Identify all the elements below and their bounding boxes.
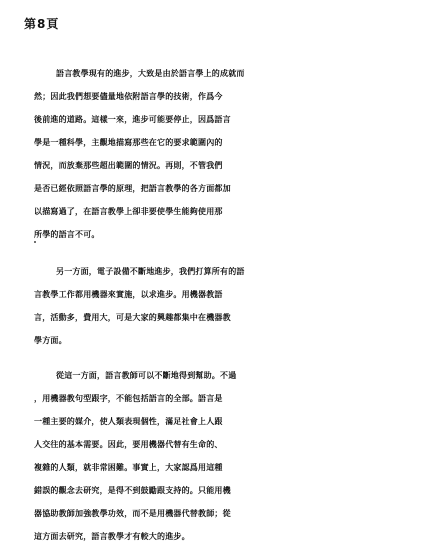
paragraph-1-line-5: 情況，而放棄那些超出範圍的情況。再則，不管我們: [34, 161, 223, 170]
paragraph-3-line-6: 錯誤的觀念去研究，是得不到鼓勵跟支持的。只能用機: [34, 486, 231, 495]
paragraph-1-line-8: 所學的語言不可。: [34, 230, 100, 239]
paragraph-2-line-3: 言，活動多，費用大，可是大家的興趣都集中在機器教: [34, 313, 231, 322]
paragraph-1-line-1: 語言教學現有的進步，大致是由於語言學上的成就而: [56, 69, 245, 78]
paragraph-3-line-8: 這方面去研究，語言教學才有較大的進步。: [34, 532, 190, 541]
paragraph-3-line-7: 器協助教師加強教學功效，而不是用機器代替教師；從: [34, 509, 231, 518]
paragraph-3-line-4: 人交往的基本需要。因此，要用機器代替有生命的、: [34, 440, 223, 449]
paragraph-3-line-3: 一種主要的媒介，使人類表現個性，滿足社會上人跟: [34, 417, 223, 426]
paragraph-2-line-4: 學方面。: [34, 336, 67, 345]
paragraph-1-line-2: 然；因此我們想要儘量地依附語言學的技術，作爲今: [34, 92, 223, 101]
page-number-header: 第8頁: [24, 17, 60, 31]
paragraph-3-line-1: 從這一方面，語言教師可以不斷地得到幫助。不過: [56, 371, 237, 380]
paragraph-1-line-4: 學是一種科學，主觀地描寫那些在它的要求範圍內的: [34, 138, 223, 147]
paragraph-1-line-3: 後前進的道路。這樣一來，進步可能要停止，因爲語言: [34, 115, 231, 124]
paragraph-1-line-7: 以描寫過了，在語言教學上卻非要使學生能夠使用那: [34, 207, 223, 216]
stray-ink-dot: [34, 241, 36, 243]
paragraph-1-line-6: 是否已經依照語言學的原理，把語言教學的各方面都加: [34, 184, 231, 193]
paragraph-2-line-1: 另一方面，電子設備不斷地進步，我們打算所有的語: [56, 267, 245, 276]
paragraph-3-line-2: ，用機器教句型跟字，不能包括語言的全部。語言是: [34, 394, 223, 403]
paragraph-3-line-5: 複雜的人類，就非常困難。事實上，大家認爲用這種: [34, 463, 223, 472]
paragraph-2-line-2: 言教學工作都用機器來實施，以求進步。用機器教語: [34, 290, 223, 299]
